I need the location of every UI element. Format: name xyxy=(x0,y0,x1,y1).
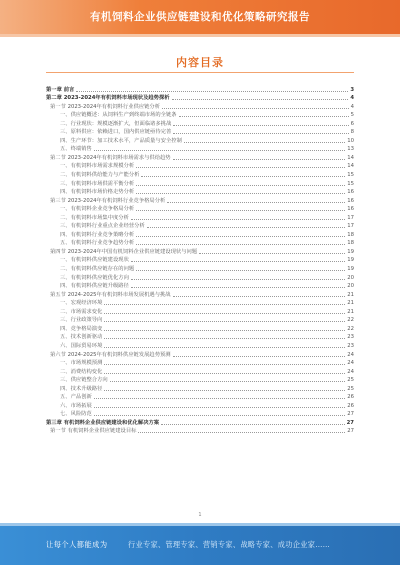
toc-leader-dots xyxy=(131,219,345,220)
toc-leader-dots xyxy=(94,398,345,399)
toc-leader-dots xyxy=(131,287,345,288)
toc-entry-page: 19 xyxy=(347,266,354,273)
toc-heading: 内容目录 xyxy=(176,56,224,69)
toc-leader-dots xyxy=(136,193,345,194)
toc-leader-dots xyxy=(136,210,345,211)
toc-entry[interactable] xyxy=(46,152,354,161)
toc-entry-page: 27 xyxy=(347,428,354,435)
toc-entry-title: 一、有机饲料企业竞争格局分析 xyxy=(60,206,135,213)
toc-entry[interactable] xyxy=(46,298,354,307)
toc-entry[interactable] xyxy=(46,135,354,144)
toc-entry-page: 25 xyxy=(347,377,354,384)
toc-entry[interactable] xyxy=(46,358,354,367)
toc-entry[interactable] xyxy=(46,101,354,110)
toc-entry-title: 五、有机饲料行业竞争趋势分析 xyxy=(60,240,135,247)
toc-entry[interactable] xyxy=(46,187,354,196)
toc-entry-title: 六、国际贸易环境 xyxy=(60,342,103,349)
table-of-contents xyxy=(46,84,354,434)
toc-entry-page: 14 xyxy=(347,163,354,170)
toc-leader-dots xyxy=(173,296,346,297)
toc-entry[interactable] xyxy=(46,375,354,384)
toc-leader-dots xyxy=(110,381,346,382)
toc-entry-page: 13 xyxy=(347,146,354,153)
toc-leader-dots xyxy=(104,390,345,391)
toc-entry[interactable] xyxy=(46,178,354,187)
toc-leader-dots xyxy=(94,415,345,416)
toc-entry-title: 第五节 2024-2025年有机饲料市场发展机遇与挑战 xyxy=(50,291,171,298)
toc-entry[interactable] xyxy=(46,366,354,375)
toc-entry-title: 四、有机饲料市场价格走势分析 xyxy=(60,189,135,196)
toc-entry-page: 3 xyxy=(350,86,354,93)
toc-entry-page: 24 xyxy=(347,351,354,358)
toc-entry[interactable] xyxy=(46,332,354,341)
toc-entry-title: 一、供应链概述：从饲料生产到终端市场的全链条 xyxy=(60,112,177,119)
toc-entry-title: 一、市场规模预测 xyxy=(60,360,103,367)
toc-entry-title: 三、行业政策导向 xyxy=(60,317,103,324)
toc-leader-dots xyxy=(76,91,348,92)
toc-entry[interactable] xyxy=(46,161,354,170)
toc-leader-dots xyxy=(104,373,345,374)
toc-entry-title: 五、产品创新 xyxy=(60,394,92,401)
toc-entry-page: 14 xyxy=(347,154,354,161)
toc-entry-title: 五、终端销售 xyxy=(60,146,92,153)
toc-leader-dots xyxy=(104,330,345,331)
toc-leader-dots xyxy=(104,347,345,348)
toc-entry-page: 23 xyxy=(347,342,354,349)
toc-entry[interactable] xyxy=(46,272,354,281)
toc-leader-dots xyxy=(104,364,345,365)
toc-entry[interactable] xyxy=(46,426,354,435)
toc-leader-dots xyxy=(104,304,345,305)
toc-entry-page: 15 xyxy=(347,172,354,179)
toc-entry[interactable] xyxy=(46,118,354,127)
toc-entry-title: 第二章 2023-2024年有机饲料市场现状及趋势探析 xyxy=(46,95,170,102)
toc-entry-page: 25 xyxy=(347,385,354,392)
toc-entry-title: 三、有机饲料行业重点企业经营分析 xyxy=(60,223,145,230)
toc-entry[interactable] xyxy=(46,195,354,204)
toc-entry-title: 一、有机饲料市场需求规模分析 xyxy=(60,163,135,170)
toc-leader-dots xyxy=(104,313,345,314)
toc-entry-page: 18 xyxy=(347,240,354,247)
toc-entry[interactable] xyxy=(46,281,354,290)
toc-entry-page: 21 xyxy=(347,291,354,298)
header-stripe xyxy=(0,34,400,37)
toc-entry-title: 二、有机饲料市场集中度分析 xyxy=(60,214,129,221)
footer-slogan: 让每个人都能成为 xyxy=(46,540,108,549)
toc-entry-title: 二、行业现状：规模逐渐扩大，但面临诸多挑战 xyxy=(60,120,172,127)
toc-leader-dots xyxy=(104,321,345,322)
toc-entry-page: 5 xyxy=(350,112,354,119)
toc-entry-title: 二、消费结构变化 xyxy=(60,368,103,375)
toc-entry-title: 第二节 2023-2024年有机饲料市场需求与供给趋势 xyxy=(50,154,171,161)
toc-entry-page: 10 xyxy=(347,137,354,144)
toc-entry[interactable] xyxy=(46,392,354,401)
toc-entry[interactable] xyxy=(46,204,354,213)
toc-entry-page: 21 xyxy=(347,300,354,307)
toc-leader-dots xyxy=(172,99,349,100)
toc-entry-page: 26 xyxy=(347,402,354,409)
toc-entry-title: 第三章 有机饲料企业供应链建设和优化解决方案 xyxy=(46,419,160,426)
toc-entry-title: 三、有机饲料市场供需平衡分析 xyxy=(60,180,135,187)
toc-entry-page: 15 xyxy=(347,180,354,187)
footer-roles: 行业专家、管理专家、营销专家、战略专家、成功企业家…… xyxy=(128,540,331,549)
toc-entry[interactable] xyxy=(46,93,354,102)
toc-entry[interactable] xyxy=(46,409,354,418)
toc-entry-title: 三、有机饲料供应链优化方向 xyxy=(60,274,129,281)
toc-entry-page: 20 xyxy=(347,274,354,281)
toc-leader-dots xyxy=(104,338,345,339)
toc-entry[interactable] xyxy=(46,417,354,426)
toc-entry[interactable] xyxy=(46,144,354,153)
toc-leader-dots xyxy=(173,125,348,126)
toc-entry-title: 六、市场拓展 xyxy=(60,402,92,409)
report-title: 有机饲料企业供应链建设和优化策略研究报告 xyxy=(90,11,310,23)
toc-entry-page: 16 xyxy=(347,189,354,196)
toc-leader-dots xyxy=(173,133,348,134)
toc-leader-dots xyxy=(184,142,345,143)
toc-leader-dots xyxy=(173,159,346,160)
toc-leader-dots xyxy=(131,261,345,262)
toc-entry-title: 第四节 2023-2024年中国有机饲料企业供应链建设现状与问题 xyxy=(50,248,198,255)
toc-entry[interactable] xyxy=(46,255,354,264)
toc-leader-dots xyxy=(136,167,345,168)
toc-entry-page: 21 xyxy=(347,308,354,315)
toc-entry-title: 第六节 2024-2025年有机饲料供应链发展趋势预测 xyxy=(50,351,171,358)
toc-entry-title: 一、有机饲料供应链建设现状 xyxy=(60,257,129,264)
toc-entry-title: 四、有机饲料行业竞争策略分析 xyxy=(60,231,135,238)
toc-entry[interactable] xyxy=(46,263,354,272)
toc-leader-dots xyxy=(199,253,345,254)
toc-entry-page: 24 xyxy=(347,360,354,367)
toc-entry-page: 16 xyxy=(347,197,354,204)
toc-entry-title: 第一章 前言 xyxy=(46,86,75,93)
toc-entry-title: 第三节 2023-2024年有机饲料行业竞争格局分析 xyxy=(50,197,166,204)
toc-entry-title: 二、有机饲料供应链存在的问题 xyxy=(60,266,135,273)
toc-entry-page: 27 xyxy=(346,419,354,426)
toc-entry-page: 19 xyxy=(347,257,354,264)
toc-entry-page: 27 xyxy=(347,411,354,418)
toc-entry[interactable] xyxy=(46,306,354,315)
toc-entry-page: 6 xyxy=(350,120,354,127)
toc-leader-dots xyxy=(147,227,345,228)
toc-entry-page: 26 xyxy=(347,394,354,401)
toc-entry-page: 8 xyxy=(350,129,354,136)
toc-entry[interactable] xyxy=(46,110,354,119)
toc-entry-title: 一、宏观经济环境 xyxy=(60,300,103,307)
toc-entry-page: 22 xyxy=(347,317,354,324)
toc-entry[interactable] xyxy=(46,246,354,255)
toc-entry-page: 4 xyxy=(350,95,354,102)
toc-leader-dots xyxy=(167,202,345,203)
toc-leader-dots xyxy=(94,407,345,408)
toc-entry[interactable] xyxy=(46,212,354,221)
toc-entry-page: 19 xyxy=(347,248,354,255)
toc-leader-dots xyxy=(136,244,345,245)
toc-leader-dots xyxy=(136,236,345,237)
toc-entry[interactable] xyxy=(46,221,354,230)
toc-entry-title: 五、技术创新驱动 xyxy=(60,334,103,341)
toc-leader-dots xyxy=(162,108,349,109)
toc-leader-dots xyxy=(94,150,345,151)
toc-entry-page: 20 xyxy=(347,283,354,290)
toc-leader-dots xyxy=(179,116,349,117)
toc-entry-title: 三、原料供应：依赖进口，国内供应链亟待完善 xyxy=(60,129,172,136)
toc-entry-page: 17 xyxy=(347,214,354,221)
toc-entry[interactable] xyxy=(46,127,354,136)
toc-entry[interactable] xyxy=(46,238,354,247)
toc-entry-title: 四、竞争格局演变 xyxy=(60,325,103,332)
toc-entry[interactable] xyxy=(46,349,354,358)
toc-entry-title: 四、生产环节：加工技术水平，产品质量与安全控制 xyxy=(60,137,182,144)
toc-entry-title: 二、有机饲料供给能力与产能分析 xyxy=(60,172,140,179)
toc-entry[interactable] xyxy=(46,315,354,324)
toc-entry-page: 16 xyxy=(347,206,354,213)
toc-entry-title: 三、供应链整合方向 xyxy=(60,377,108,384)
toc-leader-dots xyxy=(138,432,345,433)
toc-entry-title: 七、风险防范 xyxy=(60,411,92,418)
page-number: 1 xyxy=(198,512,202,518)
toc-leader-dots xyxy=(136,270,345,271)
toc-entry-title: 第一节 2023-2024年有机饲料行业供应链分析 xyxy=(50,103,161,110)
toc-entry-page: 17 xyxy=(347,223,354,230)
toc-entry-page: 22 xyxy=(347,325,354,332)
toc-entry-title: 第一节 有机饲料企业供应链建设目标 xyxy=(50,428,137,435)
toc-entry[interactable] xyxy=(46,383,354,392)
toc-entry-title: 二、市场需求变化 xyxy=(60,308,103,315)
toc-entry-page: 23 xyxy=(347,334,354,341)
toc-leader-dots xyxy=(161,424,345,425)
toc-entry-page: 18 xyxy=(347,231,354,238)
toc-entry-page: 4 xyxy=(350,103,354,110)
toc-entry-title: 四、技术升级路径 xyxy=(60,385,103,392)
toc-entry[interactable] xyxy=(46,323,354,332)
toc-entry[interactable] xyxy=(46,289,354,298)
toc-entry-page: 24 xyxy=(347,368,354,375)
toc-entry[interactable] xyxy=(46,169,354,178)
toc-entry[interactable] xyxy=(46,400,354,409)
toc-divider xyxy=(46,72,354,73)
toc-entry[interactable] xyxy=(46,229,354,238)
toc-leader-dots xyxy=(131,279,345,280)
toc-entry[interactable] xyxy=(46,340,354,349)
toc-leader-dots xyxy=(173,356,346,357)
toc-leader-dots xyxy=(136,185,345,186)
toc-entry[interactable] xyxy=(46,84,354,93)
toc-leader-dots xyxy=(141,176,345,177)
toc-entry-title: 四、有机饲料供应链升级路径 xyxy=(60,283,129,290)
